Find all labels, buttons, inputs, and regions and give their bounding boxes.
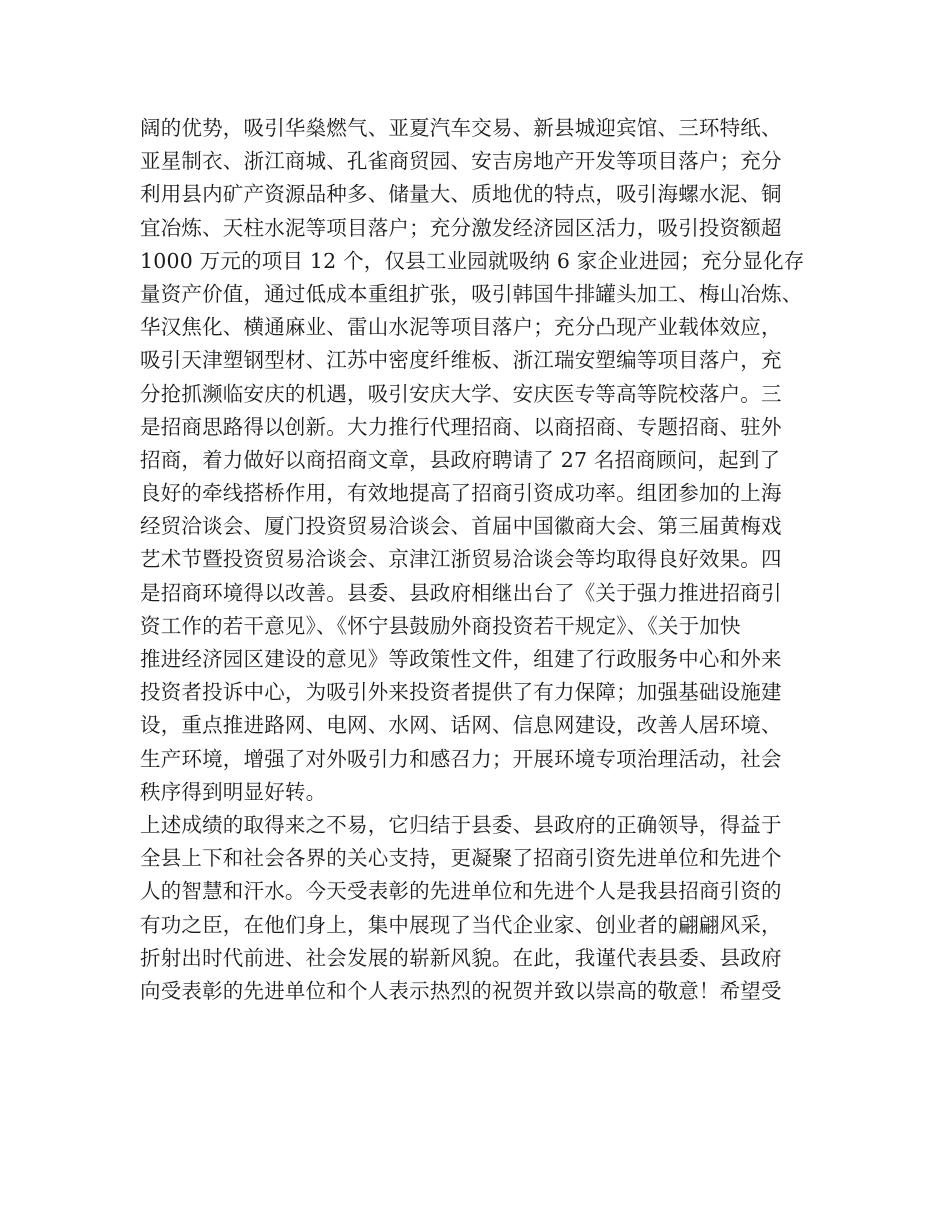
- text-line: 折射出时代前进、社会发展的崭新风貌。在此，我谨代表县委、县政府: [140, 945, 782, 970]
- text-line: 是招商环境得以改善。县委、县政府相继出台了《关于强力推进招商引: [140, 580, 782, 605]
- text-line: 吸引天津塑钢型材、江苏中密度纤维板、浙江瑞安塑编等项目落户，充: [140, 348, 782, 373]
- text-line: 华汉焦化、横通麻业、雷山水泥等项目落户；充分凸现产业载体效应，: [140, 315, 782, 340]
- text-line: 投资者投诉中心，为吸引外来投资者提供了有力保障；加强基础设施建: [140, 680, 782, 705]
- text-line: 分抢抓濒临安庆的机遇，吸引安庆大学、安庆医专等高等院校落户。三: [140, 381, 782, 406]
- text-line: 1000 万元的项目 12 个，仅县工业园就吸纳 6 家企业进园；充分显化存: [140, 248, 805, 273]
- text-line: 资工作的若干意见》、《怀宁县鼓励外商投资若干规定》、《关于加快: [140, 613, 741, 638]
- text-line: 招商，着力做好以商招商文章，县政府聘请了 27 名招商顾问，起到了: [140, 447, 781, 472]
- text-line: 经贸洽谈会、厦门投资贸易洽谈会、首届中国徽商大会、第三届黄梅戏: [140, 514, 782, 539]
- text-line: 是招商思路得以创新。大力推行代理招商、以商招商、专题招商、驻外: [140, 414, 782, 439]
- text-line: 生产环境，增强了对外吸引力和感召力；开展环境专项治理活动，社会: [140, 746, 782, 771]
- text-line: 艺术节暨投资贸易洽谈会、京津江浙贸易洽谈会等均取得良好效果。四: [140, 547, 782, 572]
- text-line: 上述成绩的取得来之不易，它归结于县委、县政府的正确领导，得益于: [140, 812, 782, 837]
- text-line: 量资产价值，通过低成本重组扩张，吸引韩国牛排罐头加工、梅山冶炼、: [140, 281, 803, 306]
- text-line: 人的智慧和汗水。今天受表彰的先进单位和先进个人是我县招商引资的: [140, 879, 782, 904]
- text-line: 良好的牵线搭桥作用，有效地提高了招商引资成功率。组团参加的上海: [140, 481, 782, 506]
- text-line: 向受表彰的先进单位和个人表示热烈的祝贺并致以崇高的敬意！希望受: [140, 978, 782, 1003]
- text-line: 利用县内矿产资源品种多、储量大、质地优的特点，吸引海螺水泥、铜: [140, 182, 782, 207]
- text-line: 设，重点推进路网、电网、水网、话网、信息网建设，改善人居环境、: [140, 713, 782, 738]
- text-line: 全县上下和社会各界的关心支持，更凝聚了招商引资先进单位和先进个: [140, 846, 782, 871]
- text-line: 推进经济园区建设的意见》等政策性文件，组建了行政服务中心和外来: [140, 647, 782, 671]
- text-line: 阔的优势，吸引华燊燃气、亚夏汽车交易、新县城迎宾馆、三环特纸、: [140, 116, 782, 140]
- text-line: 秩序得到明显好转。: [140, 779, 327, 804]
- text-line: 宜冶炼、天柱水泥等项目落户；充分激发经济园区活力，吸引投资额超: [140, 215, 782, 240]
- text-line: 有功之臣，在他们身上，集中展现了当代企业家、创业者的翩翩风采，: [140, 912, 782, 937]
- text-line: 亚星制衣、浙江商城、孔雀商贸园、安吉房地产开发等项目落户；充分: [140, 149, 782, 174]
- body-text: [140, 112, 840, 1008]
